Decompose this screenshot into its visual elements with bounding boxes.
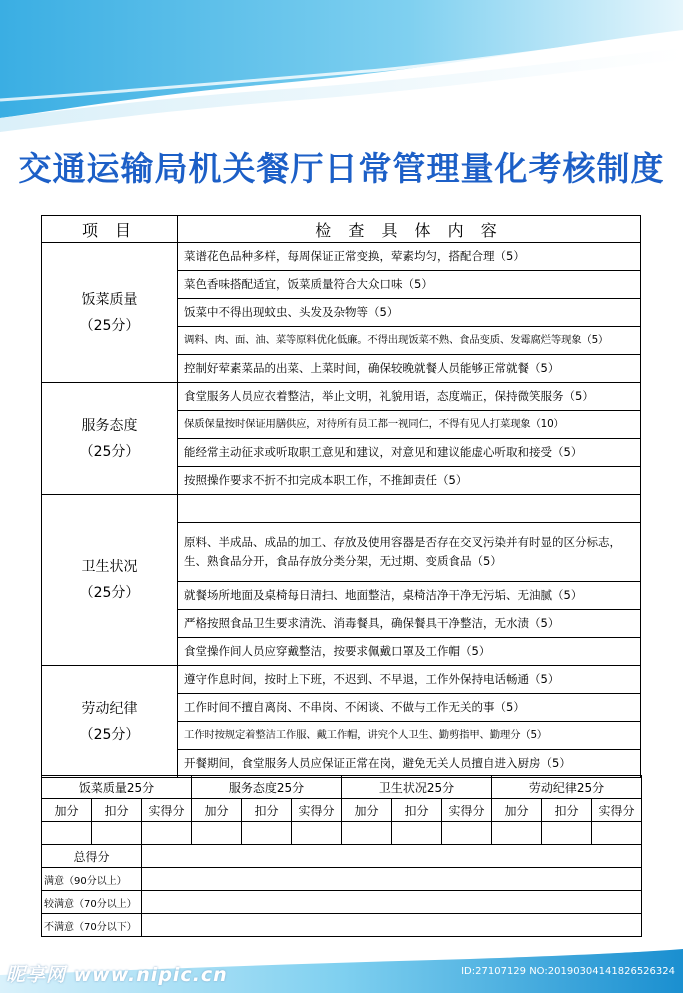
check-item: 能经常主动征求或听取职工意见和建议，对意见和建议能虚心听取和接受（5）	[178, 439, 641, 467]
check-item	[178, 495, 641, 523]
sub-actual: 实得分	[592, 799, 642, 822]
category-score: （25分）	[79, 726, 140, 743]
check-item: 保质保量按时保证用膳供应，对待所有员工都一视同仁，不得有见人打菜现象（10）	[178, 411, 641, 439]
rating-fairly-satisfied: 较满意（70分以上）	[42, 891, 142, 914]
sub-actual: 实得分	[142, 799, 192, 822]
watermark-id: ID:27107129 NO:20190304141826526324	[461, 966, 675, 977]
category-food-quality	[42, 243, 178, 383]
check-item: 按照操作要求不折不扣完成本职工作，不推卸责任（5）	[178, 467, 641, 495]
category-score: （25分）	[79, 443, 140, 460]
top-wave-decoration	[0, 0, 683, 140]
check-item: 开餐期间，食堂服务人员应保证正常在岗，避免无关人员擅自进入厨房（5）	[178, 750, 641, 778]
score-subheader-row	[42, 799, 642, 822]
check-item: 饭菜中不得出现蚊虫、头发及杂物等（5）	[178, 299, 641, 327]
score-cell	[92, 822, 142, 845]
sub-deduct: 扣分	[542, 799, 592, 822]
total-score-value	[142, 845, 642, 868]
check-item: 原料、半成品、成品的加工、存放及使用容器是否存在交叉污染并有时显的区分标志，生、熟食品分开，食品存放分类分架，无过期、变质食品（5）	[178, 523, 641, 582]
score-cell	[242, 822, 292, 845]
check-item: 食堂操作间人员应穿戴整洁，按要求佩戴口罩及工作帽（5）	[178, 638, 641, 666]
category-name: 饭菜质量	[81, 291, 138, 308]
table-header-row	[42, 216, 641, 243]
sub-deduct: 扣分	[392, 799, 442, 822]
inspection-table	[41, 215, 641, 778]
group-food-quality: 饭菜质量25分	[42, 776, 192, 799]
check-item: 遵守作息时间，按时上下班，不迟到、不早退，工作外保持电话畅通（5）	[178, 666, 641, 694]
category-score: （25分）	[79, 585, 140, 601]
category-hygiene	[42, 495, 178, 666]
score-cell	[442, 822, 492, 845]
sub-actual: 实得分	[292, 799, 342, 822]
page-title: 交通运输局机关餐厅日常管理量化考核制度	[18, 149, 665, 188]
check-item: 调料、肉、面、油、菜等原料优化低廉。不得出现饭菜不熟、食品变质、发霉腐烂等现象（5）	[178, 327, 641, 355]
sub-add: 加分	[192, 799, 242, 822]
check-item: 严格按照食品卫生要求清洗、消毒餐具，确保餐具干净整洁，无水渍（5）	[178, 610, 641, 638]
score-cell	[492, 822, 542, 845]
score-cell	[42, 822, 92, 845]
category-name: 劳动纪律	[81, 700, 138, 717]
check-item: 工作时按规定着整洁工作服、戴工作帽，讲究个人卫生、勤剪指甲、勤理分（5）	[178, 722, 641, 750]
check-item: 就餐场所地面及桌椅每日清扫、地面整洁，桌椅洁净干净无污垢、无油腻（5）	[178, 582, 641, 610]
score-cell	[542, 822, 592, 845]
rating-row	[42, 914, 642, 937]
total-score-label: 总得分	[42, 845, 142, 868]
group-labor-discipline: 劳动纪律25分	[492, 776, 642, 799]
table-row	[42, 495, 641, 523]
score-cell	[592, 822, 642, 845]
sub-actual: 实得分	[442, 799, 492, 822]
score-entry-row	[42, 822, 642, 845]
rating-row	[42, 891, 642, 914]
total-row	[42, 845, 642, 868]
group-service-attitude: 服务态度25分	[192, 776, 342, 799]
table-row	[42, 243, 641, 271]
score-table	[41, 775, 642, 937]
header-content: 检 查 具 体 内 容	[178, 216, 641, 243]
sub-deduct: 扣分	[242, 799, 292, 822]
table-row	[42, 383, 641, 411]
category-name: 卫生状况	[81, 559, 138, 575]
header-project: 项 目	[42, 216, 178, 243]
sub-add: 加分	[42, 799, 92, 822]
group-hygiene: 卫生状况25分	[342, 776, 492, 799]
rating-row	[42, 868, 642, 891]
check-item: 食堂服务人员应衣着整洁，举止文明，礼貌用语，态度端正，保持微笑服务（5）	[178, 383, 641, 411]
category-labor-discipline	[42, 666, 178, 778]
score-cell	[192, 822, 242, 845]
score-cell	[342, 822, 392, 845]
table-row	[42, 666, 641, 694]
category-service-attitude	[42, 383, 178, 495]
check-item: 菜谱花色品种多样，每周保证正常变换，荤素均匀，搭配合理（5）	[178, 243, 641, 271]
category-name: 服务态度	[81, 417, 138, 434]
rating-unsatisfied: 不满意（70分以下）	[42, 914, 142, 937]
rating-fairly-satisfied-value	[142, 891, 642, 914]
category-score: （25分）	[79, 317, 140, 334]
score-group-row	[42, 776, 642, 799]
sub-add: 加分	[342, 799, 392, 822]
score-cell	[292, 822, 342, 845]
check-item: 工作时间不擅自离岗、不串岗、不闲谈、不做与工作无关的事（5）	[178, 694, 641, 722]
sub-add: 加分	[492, 799, 542, 822]
check-item: 菜色香味搭配适宜，饭菜质量符合大众口味（5）	[178, 271, 641, 299]
score-cell	[392, 822, 442, 845]
score-cell	[142, 822, 192, 845]
check-item: 控制好荤素菜品的出菜、上菜时间，确保较晚就餐人员能够正常就餐（5）	[178, 355, 641, 383]
rating-satisfied: 满意（90分以上）	[42, 868, 142, 891]
watermark-site: 昵享网 www.nipic.cn	[6, 964, 228, 986]
rating-satisfied-value	[142, 868, 642, 891]
rating-unsatisfied-value	[142, 914, 642, 937]
sub-deduct: 扣分	[92, 799, 142, 822]
